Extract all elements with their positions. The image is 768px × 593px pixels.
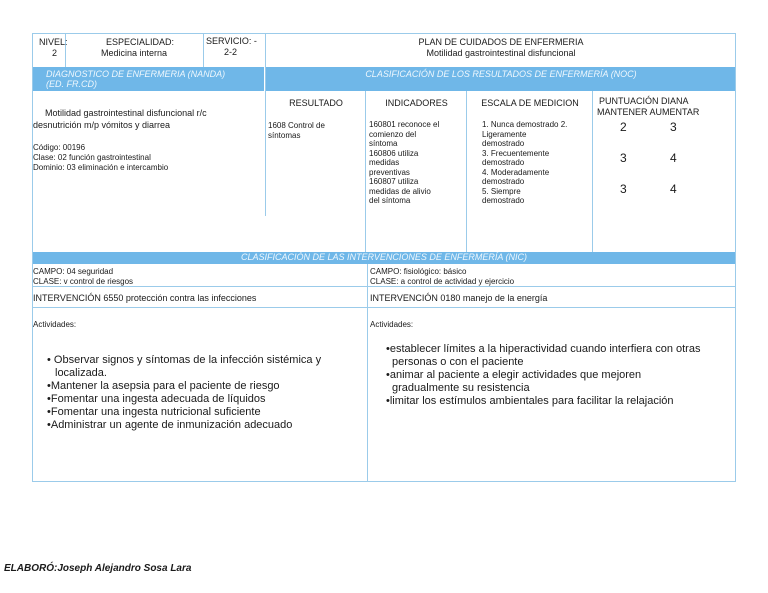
indicador-line: medidas [369,158,400,167]
list-item: •Fomentar una ingesta adecuada de líquidos [47,393,266,405]
puntuacion-mantener: 2 [620,120,627,134]
col-mantener-aumentar: MANTENER AUMENTAR [597,107,700,117]
diagnostico-codigo: Código: 00196 [33,143,86,152]
escala-line: 3. Frecuentemente [482,148,550,158]
diagnostico-line1: Motilidad gastrointestinal disfuncional r/c [45,108,207,118]
plan-subtitle: Motilidad gastrointestinal disfuncional [426,48,576,58]
nic-left-clase: CLASE: v control de riesgos [33,277,134,286]
diagnostico-line2: desnutrición m/p vómitos y diarrea [33,120,171,130]
divider [203,33,204,67]
nic-right-clase: CLASE: a control de actividad y ejercicio [370,277,515,286]
puntuacion-mantener: 3 [620,182,627,196]
col-escala: ESCALA DE MEDICION [481,98,579,108]
list-item: •establecer límites a la hiperactividad cuando interfiera con otras [386,343,701,355]
divider [32,307,736,308]
list-item: •limitar los estímulos ambientales para facilitar la relajación [386,395,674,407]
escala-line: Ligeramente [482,129,527,139]
divider [365,91,366,252]
indicador-line: 160801 reconoce el [369,120,440,129]
indicador-line: comienzo del [369,129,417,139]
list-item: gradualmente su resistencia [392,382,530,394]
divider [367,264,368,481]
especialidad-value: Medicina interna [101,48,168,58]
list-item: •Administrar un agente de inmunización adecuado [47,419,293,431]
escala-line: 4. Moderadamente [482,167,550,177]
nic-left-actividades [47,354,365,432]
nic-left-intervencion: INTERVENCIÓN 6550 protección contra las infecciones [33,293,257,303]
indicador-line: del síntoma [369,196,411,205]
nic-right-intervencion: INTERVENCIÓN 0180 manejo de la energía [370,293,548,303]
nic-right-campo: CAMPO: fisiológico: básico [370,267,467,276]
escala-line: demostrado [482,139,525,148]
indicador-line: síntoma [369,139,398,148]
noc-band-title: CLASIFICACIÓN DE LOS RESULTADOS DE ENFERMERÍA (NOC) [365,69,637,79]
nic-band-title: CLASIFICACIÓN DE LAS INTERVENCIONES DE ENFERMERÍA (NIC) [240,252,528,262]
list-item: •Mantener la asepsia para el paciente de riesgo [47,380,280,392]
divider [265,33,266,216]
diagnostico-dominio: Dominio: 03 eliminación e intercambio [33,163,169,172]
escala-line: demostrado [482,177,525,186]
nivel-value: 2 [52,48,58,58]
indicadores-list [369,120,469,206]
puntuacion-aumentar: 4 [670,151,677,165]
nic-left-actividades-label: Actividades: [33,320,77,329]
puntuacion-aumentar: 3 [670,120,677,134]
list-item: •Fomentar una ingesta nutricional suficiente [47,406,261,418]
escala-list [482,120,594,206]
nivel-label: NIVEL: [39,37,68,47]
elaboro-signature: ELABORÓ:Joseph Alejandro Sosa Lara [4,563,192,574]
list-item: personas o con el paciente [392,356,524,368]
diagnostico-clase: Clase: 02 función gastrointestinal [33,153,151,162]
nic-left-campo: CAMPO: 04 seguridad [33,267,114,276]
plan-title: PLAN DE CUIDADOS DE ENFERMERIA [418,37,584,47]
col-puntuacion: PUNTUACIÓN DIANA [599,96,689,106]
servicio-value: 2-2 [224,47,238,57]
indicador-line: 160807 utiliza [369,177,419,186]
border-top [32,33,736,34]
indicador-line: 160806 utiliza [369,148,419,158]
puntuacion-aumentar: 4 [670,182,677,196]
especialidad-label: ESPECIALIDAD: [106,37,175,47]
list-item: localizada. [55,367,107,379]
col-indicadores: INDICADORES [385,98,448,108]
resultado-line2: síntomas [268,131,301,140]
indicador-line: preventivas [369,167,410,177]
escala-line: demostrado [482,158,525,167]
escala-line: 5. Siempre [482,186,521,196]
escala-line: demostrado [482,196,525,205]
col-resultado: RESULTADO [289,98,343,108]
puntuacion-mantener: 3 [620,151,627,165]
nanda-band-subtitle: (ED. FR.CD) [46,79,97,89]
servicio-label: SERVICIO: - [206,36,257,46]
nic-right-actividades-label: Actividades: [370,320,414,329]
border-bottom [32,481,736,482]
indicador-line: medidas de alivio [369,186,431,196]
nic-right-actividades [386,343,734,408]
list-item: • Observar signos y síntomas de la infección sistémica y [47,354,322,366]
resultado-line1: 1608 Control de [268,121,325,130]
escala-line: 1. Nunca demostrado 2. [482,120,568,129]
nanda-band-title: DIAGNOSTICO DE ENFERMERIA (NANDA) [46,69,226,79]
list-item: •animar al paciente a elegir actividades que mejoren [386,369,642,381]
